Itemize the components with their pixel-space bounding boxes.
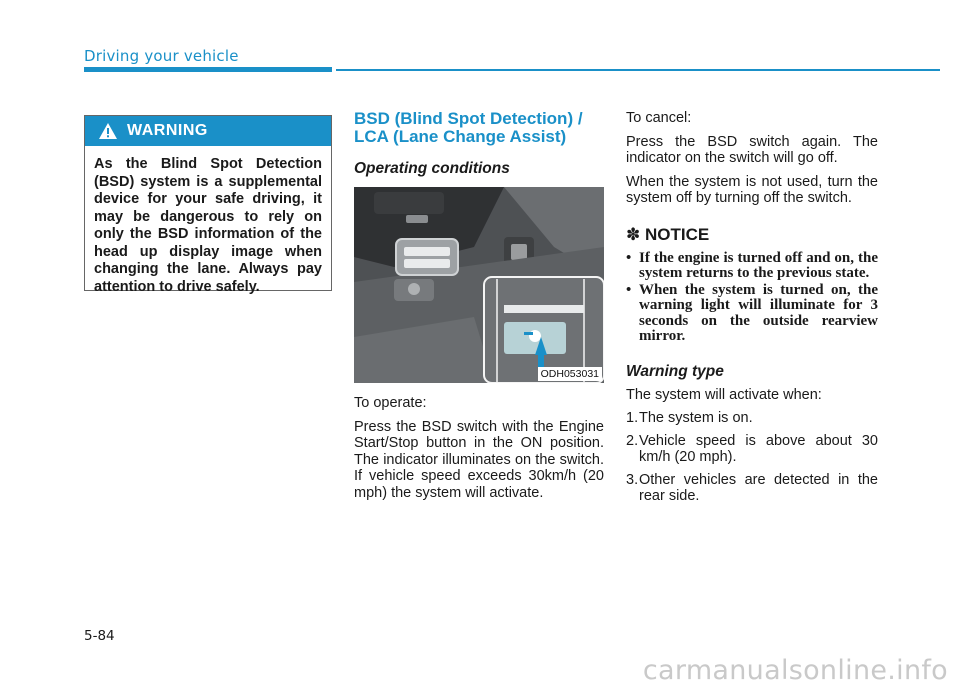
column-cancel-notice — [626, 110, 878, 511]
warning-type-item — [626, 472, 878, 505]
page-number: 5-84 — [84, 628, 115, 644]
header-rule-thick — [84, 67, 332, 72]
bsd-switch-figure — [354, 187, 604, 383]
watermark: carmanualsonline.info — [642, 655, 948, 686]
warning-label: WARNING — [127, 122, 208, 139]
step-text: Other vehicles are detected in the rear side. — [639, 471, 878, 504]
step-text: The system is on. — [639, 410, 753, 426]
to-operate-text: Press the BSD switch with the Engine Start/Stop button in the ON position. The indicator illuminates on the switch. If vehicle speed exceeds 30km/h (20 mph) the system will activate. — [354, 418, 604, 501]
step-number: 1. — [626, 410, 639, 426]
to-cancel-text-2: When the system is not used, turn the system off by turning off the switch. — [626, 173, 878, 206]
header-rule-thin — [336, 69, 940, 71]
step-number: 3. — [626, 471, 639, 488]
warning-header — [85, 116, 331, 146]
operating-conditions-heading: Operating conditions — [354, 160, 510, 177]
warning-triangle-icon — [99, 123, 117, 139]
to-operate-heading: To operate: — [354, 395, 427, 411]
warning-box — [84, 115, 332, 295]
notice-item: • When the system is turned on, the warning light will illuminate for 3 seconds on the outside rearview mirror. — [626, 283, 878, 345]
notice-item: • If the engine is turned off and on, the system returns to the previous state. — [626, 251, 878, 282]
warning-type-heading: Warning type — [626, 362, 724, 380]
notice-list — [626, 251, 878, 345]
warning-type-list — [626, 410, 878, 505]
to-cancel-heading: To cancel: — [626, 110, 692, 126]
section-header-title: Driving your vehicle — [84, 47, 239, 65]
bsd-switch-illustration — [354, 187, 604, 383]
warning-type-item — [626, 410, 878, 427]
section-title: BSD (Blind Spot Detection) / LCA (Lane Change Assist) — [354, 109, 583, 146]
notice-title: ✽ NOTICE — [626, 224, 710, 244]
figure-code: ODH053031 — [538, 367, 602, 381]
to-cancel-text-1: Press the BSD switch again. The indicator on the switch will go off. — [626, 133, 878, 166]
column-bsd — [354, 110, 604, 508]
warning-type-intro: The system will activate when: — [626, 386, 822, 403]
step-number: 2. — [626, 432, 639, 449]
warning-type-item — [626, 433, 878, 466]
warning-text: As the Blind Spot Detection (BSD) system is a supplemental device for your safe driving, it may be dangerous to rely on only the BSD information of the head up display image when changing the lane. Always pay attention to drive safely. — [94, 156, 322, 295]
step-text: Vehicle speed is above about 30 km/h (20 mph). — [639, 432, 878, 465]
